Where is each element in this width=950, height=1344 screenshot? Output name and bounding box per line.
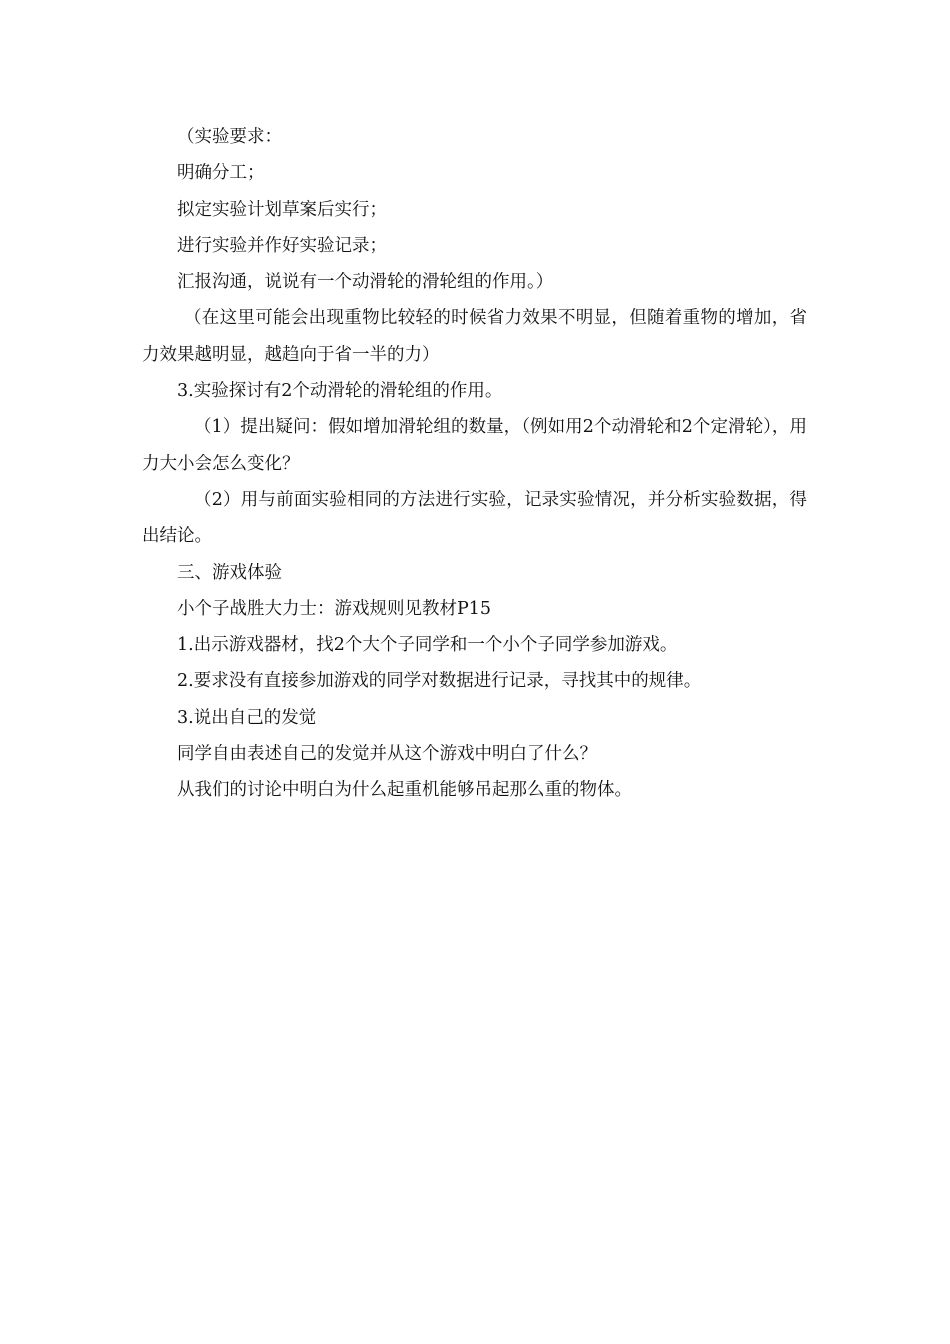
paragraph-division-of-labor: 明确分工； <box>177 163 265 184</box>
paragraph-game-step-3: 3.说出自己的发觉 <box>177 707 317 728</box>
paragraph-game-step-2: 2.要求没有直接参加游戏的同学对数据进行记录，寻找其中的规律。 <box>177 671 702 692</box>
section-heading-game: 三、游戏体验 <box>177 562 282 583</box>
paragraph-report: 汇报沟通，说说有一个动滑轮的滑轮组的作用。） <box>177 272 554 293</box>
paragraph-question-1: （1）提出疑问：假如增加滑轮组的数量，（例如用2个动滑轮和2个定滑轮），用力大小会怎么变化？ <box>142 417 807 474</box>
paragraph-plan-draft: 拟定实验计划草案后实行； <box>177 199 387 220</box>
paragraph-crane-conclusion: 从我们的讨论中明白为什么起重机能够吊起那么重的物体。 <box>177 780 632 801</box>
document-body <box>142 119 807 809</box>
paragraph-students-share: 同学自由表述自己的发觉并从这个游戏中明白了什么？ <box>177 744 597 765</box>
paragraph-question-2: （2）用与前面实验相同的方法进行实验，记录实验情况，并分析实验数据，得出结论。 <box>142 489 807 547</box>
paragraph-note-effort: （在这里可能会出现重物比较轻的时候省力效果不明显，但随着重物的增加，省力效果越明显，越趋向于省一半的力） <box>142 308 807 365</box>
paragraph-experiment-requirements: （实验要求： <box>177 127 282 147</box>
paragraph-game-title: 小个子战胜大力士：游戏规则见教材P15 <box>177 598 492 619</box>
paragraph-conduct-experiment: 进行实验并作好实验记录； <box>177 235 387 256</box>
paragraph-game-step-1: 1.出示游戏器材，找2个大个子同学和一个小个子同学参加游戏。 <box>177 635 678 656</box>
paragraph-step-3: 3.实验探讨有2个动滑轮的滑轮组的作用。 <box>177 381 503 402</box>
